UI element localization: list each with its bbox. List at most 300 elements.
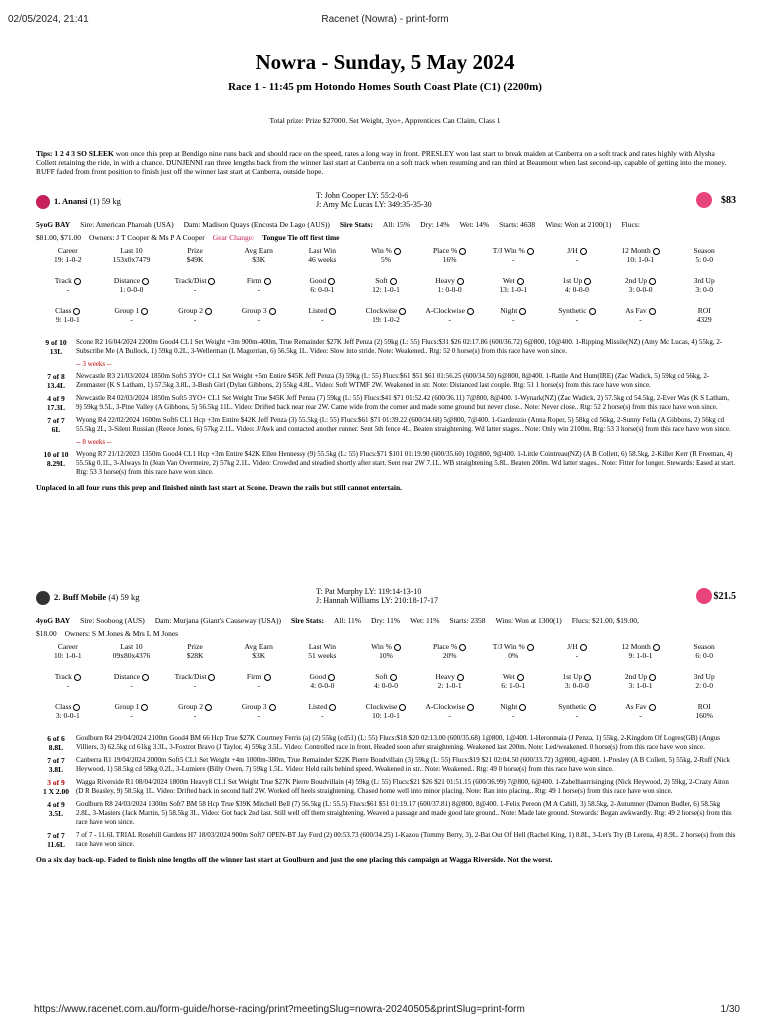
stat-label: 12 Month (609, 642, 673, 651)
margin: 13L (49, 347, 63, 356)
stat-label: 3rd Up (693, 276, 715, 285)
stat-value: - (321, 315, 324, 324)
info-icon[interactable] (519, 308, 526, 315)
stat-cell (354, 306, 418, 334)
stat-cell (545, 672, 609, 700)
meta-item: Owners: J T Cooper & Ms P A Cooper (89, 233, 205, 242)
stat-label: Prize (187, 642, 203, 651)
stat-value: 0% (508, 651, 519, 660)
stat-label: Firm (227, 276, 291, 285)
placing: 9 of 10 (45, 338, 67, 347)
stat-label: Group 2 (163, 306, 227, 315)
info-icon[interactable] (208, 278, 215, 285)
stat-value: 5: 0-0 (695, 255, 714, 264)
stat-label: Season (693, 246, 715, 255)
margin: 3.8L (48, 765, 64, 774)
info-icon[interactable] (653, 644, 660, 651)
stat-cell (36, 672, 100, 700)
stat-cell (163, 276, 227, 304)
stat-cell (100, 306, 164, 334)
stat-value: 13: 1-0-1 (499, 285, 528, 294)
info-icon[interactable] (649, 278, 656, 285)
stat-value: 20% (442, 651, 457, 660)
stat-value: - (66, 285, 70, 294)
stat-cell (291, 246, 355, 274)
margin: 3.5L (48, 809, 64, 818)
horse-header (36, 588, 736, 614)
run-details: Canberra R1 19/04/2024 2000m Soft5 CL1 Set Weight +4m 1000m-380m, True Remainder $22K Pierre Boudvillain (3) 59kg (L: 55) Flucs:$19 $21 02:04.50 (600/33.72) 3@800, 4@400. 1-Presley (A B Collett, 5) 55kg, 2-Ruff (Nick Heywood, 1) 58.5kg cd 58kg 0.2L, 3-Lumiere (Billy Owen, 7) 59kg 1.5L. Video: Held rails behind speed. Weakened in str.. Note: Weakened.. Rtg: 49 0 horse(s) from this race have won since. (76, 756, 730, 773)
info-icon[interactable] (467, 308, 474, 315)
info-icon[interactable] (467, 704, 474, 711)
meta-item: Sire: Sooboog (AUS) (80, 616, 145, 625)
info-icon[interactable] (589, 308, 596, 315)
info-icon[interactable] (584, 278, 591, 285)
stat-value: 09x80x4376 (112, 651, 151, 660)
stat-value: 4: 0-0-0 (310, 681, 335, 690)
stat-cell (163, 702, 227, 730)
stat-cell (291, 642, 355, 670)
stat-label: Night (481, 702, 545, 711)
meta-item: Wet: 11% (410, 616, 440, 625)
stat-label: 2nd Up (609, 276, 673, 285)
meta-item: Gear Change: (212, 233, 255, 242)
stat-label: Firm (227, 672, 291, 681)
info-icon[interactable] (459, 644, 466, 651)
info-icon[interactable] (390, 278, 397, 285)
info-icon[interactable] (649, 308, 656, 315)
info-icon[interactable] (394, 248, 401, 255)
stat-cell (481, 702, 545, 730)
jockey[interactable]: J: Amy Mc Lucas LY: 349:35-35-30 (316, 200, 432, 209)
stat-label: Soft (354, 672, 418, 681)
stat-label: Heavy (418, 276, 482, 285)
info-icon[interactable] (527, 644, 534, 651)
stat-cell (418, 306, 482, 334)
stat-cell (100, 276, 164, 304)
stat-cell (354, 702, 418, 730)
stat-value: 3: 0-0-0 (564, 681, 589, 690)
stat-cell (418, 642, 482, 670)
stat-cell (354, 246, 418, 274)
silks-icon (36, 591, 50, 605)
stat-cell (545, 642, 609, 670)
run-details: Goulburn R8 24/03/2024 1300m Soft7 BM 58 Hcp True $39K Mitchell Bell (7) 56.5kg (L: 55.5) Flucs:$61 $51 01:19.17 (600/37.81) 8@800, 8@400. 1-Felix Pereon (M A Cahill, 3) 58.5kg, 2-Autumner (Damon Budler, 6) 58.5kg 2.8L, 3-Masters (Jack Martin, 5) 58.5kg 3L. Video: Got back 2nd last. Still well off them straightening. Weaved a passage and made good late ground.. Note: Made late ground. Stewards: Began awkwardly. Rtg: 49 2 horse(s) from this race have won since. (76, 800, 732, 826)
form-run (36, 338, 736, 356)
info-icon[interactable] (653, 248, 660, 255)
stat-value: - (257, 285, 260, 294)
stat-value: - (639, 711, 642, 720)
meta-item: All: 11% (334, 616, 362, 625)
info-icon[interactable] (142, 278, 149, 285)
stat-cell (163, 672, 227, 700)
stat-value: 46 weeks (308, 255, 337, 264)
stat-cell (36, 246, 100, 274)
stat-label: Group 3 (227, 702, 291, 711)
finish-position (36, 800, 76, 827)
trainer[interactable]: T: Pat Murphy LY: 119:14-13-10 (316, 587, 422, 596)
stat-value: 6: 0-0 (695, 651, 714, 660)
page-number: 1/30 (720, 1004, 740, 1015)
stat-value: - (512, 711, 515, 720)
info-icon[interactable] (73, 308, 80, 315)
stat-cell (291, 702, 355, 730)
info-icon[interactable] (649, 674, 656, 681)
stat-value: 3: 1-0-1 (628, 681, 653, 690)
margin: 8.29L (46, 459, 66, 468)
stat-label: Night (481, 306, 545, 315)
stat-label: Group 1 (100, 306, 164, 315)
stat-label: ROI (697, 702, 711, 711)
stat-value: 1: 0-0-0 (437, 285, 462, 294)
placing: 7 of 7 (47, 831, 65, 840)
barrier: (4) (106, 592, 121, 602)
stat-value: 4329 (696, 315, 712, 324)
stat-label: 3rd Up (693, 672, 715, 681)
jockey[interactable]: J: Hannah Williams LY: 210:18-17-17 (316, 596, 438, 605)
info-icon[interactable] (519, 704, 526, 711)
meta-item: Sire: American Pharoah (USA) (80, 220, 174, 229)
horse-name[interactable]: 1. Anansi (54, 196, 88, 206)
meta-item: Starts: 4638 (499, 220, 536, 229)
info-icon[interactable] (517, 278, 524, 285)
owners-line (36, 627, 736, 640)
margin: 6L (51, 425, 61, 434)
stat-label: Distance (100, 276, 164, 285)
stat-label: J/H (545, 642, 609, 651)
form-run (36, 416, 736, 434)
stat-value: - (512, 315, 515, 324)
spell-break: -- 3 weeks -- (76, 360, 112, 368)
meta-item: Owners: S M Jones & Mrs L M Jones (64, 629, 179, 638)
stat-cell (227, 306, 291, 334)
stat-value: - (448, 711, 451, 720)
stat-value: 10: 1-0-1 (372, 711, 400, 720)
stat-cell (481, 642, 545, 670)
stat-cell (100, 246, 164, 274)
meta-item: Dry: 11% (371, 616, 401, 625)
meta-item: $81.00, $71.00 (36, 233, 81, 242)
stat-label: Last 10 (120, 642, 143, 651)
stat-value: - (130, 315, 133, 324)
stat-cell (418, 672, 482, 700)
stat-value: 4: 0-0-0 (374, 681, 398, 690)
stat-cell (672, 642, 736, 670)
form-run (36, 394, 736, 412)
stat-cell (227, 276, 291, 304)
meta-item: Flucs: $21.00, $19.00, (571, 616, 639, 625)
stat-cell (418, 276, 482, 304)
info-icon[interactable] (329, 704, 336, 711)
stat-cell (291, 276, 355, 304)
meta-item: Tongue Tie off first time (262, 233, 340, 242)
info-icon[interactable] (264, 278, 271, 285)
odds[interactable]: $83 (721, 195, 736, 206)
meta-item: 4yoG BAY (36, 616, 71, 625)
stat-cell (100, 702, 164, 730)
stat-cell (609, 306, 673, 334)
stat-label: Good (291, 672, 355, 681)
stat-value: 6: 0-0-1 (310, 285, 335, 294)
stat-label: A-Clockwise (418, 702, 482, 711)
form-run (36, 778, 736, 796)
odds[interactable]: $21.5 (713, 591, 736, 602)
stat-cell (481, 246, 545, 274)
stat-cell (354, 276, 418, 304)
finish-position (36, 778, 76, 796)
margin: 8.8L (48, 743, 64, 752)
stat-value: 5% (380, 255, 391, 264)
stat-label: A-Clockwise (418, 306, 482, 315)
meta-item: $18.00 (36, 629, 57, 638)
stat-label: Distance (100, 672, 164, 681)
horse-meta-line (36, 218, 736, 231)
stat-value: - (257, 315, 260, 324)
trainer[interactable]: T: John Cooper LY: 55:2-0-6 (316, 191, 409, 200)
placing: 4 of 9 (47, 800, 65, 809)
placing: 7 of 8 (47, 372, 65, 381)
tips-paragraph (36, 149, 736, 176)
stat-cell (36, 702, 100, 730)
horse-block (36, 588, 736, 864)
info-icon[interactable] (457, 674, 464, 681)
stat-label: Season (693, 642, 715, 651)
stat-label: 1st Up (545, 672, 609, 681)
stat-label: As Fav (609, 306, 673, 315)
info-icon[interactable] (517, 674, 524, 681)
stat-label: Class (36, 306, 100, 315)
horse-name-line (54, 592, 139, 602)
stat-label: As Fav (609, 702, 673, 711)
horse-summary: Unplaced in all four runs this prep and finished ninth last start at Scone. Drawn the rails but still cannot entertain. (36, 483, 403, 492)
stat-label: 2nd Up (609, 672, 673, 681)
stat-cell (227, 672, 291, 700)
info-icon[interactable] (580, 248, 587, 255)
meeting-title: Nowra - Sunday, 5 May 2024 (255, 50, 515, 74)
stat-cell (545, 246, 609, 274)
meta-item: All: 15% (382, 220, 411, 229)
stat-value: - (575, 315, 579, 324)
run-details: Newcastle R4 02/03/2024 1850m Soft5 3YO+ CL1 Set Weight True $45K Jeff Penza (7) 59kg (L: 55) Flucs:$41 $71 01:52.42 (600/36.11) 7@800, 8@400. 1-Wynark(NZ) (Zac Wadick, 2) 57.5kg cd 54.5kg, 2-Ever Was (K S Latham, 9) 59kg 9.5L, 3-Pine Valley (A Gibbons, 5) 56.5kg 11L. Video: Drifted back near rear 2W. Came wide from the corner and made some ground but never close.. Note: Never close.. Rtg: 52 2 horse(s) from this race have won since. (76, 394, 729, 411)
form-run (36, 756, 736, 774)
race-title: Race 1 - 11:45 pm Hotondo Homes South Coast Plate (C1) (2200m) (228, 81, 542, 93)
info-icon[interactable] (73, 704, 80, 711)
stat-value: - (193, 285, 197, 294)
info-icon[interactable] (328, 674, 335, 681)
stat-value: $28K (186, 651, 204, 660)
info-icon[interactable] (142, 674, 149, 681)
info-icon[interactable] (205, 308, 212, 315)
stat-label: Win % (354, 246, 418, 255)
stat-value: 4: 0-0-0 (564, 285, 589, 294)
info-icon[interactable] (205, 704, 212, 711)
stat-cell (291, 306, 355, 334)
info-icon[interactable] (394, 644, 401, 651)
info-icon[interactable] (527, 248, 534, 255)
meta-item: Wet: 14% (459, 220, 490, 229)
info-icon[interactable] (329, 308, 336, 315)
weight: 59 kg (101, 196, 121, 206)
stat-value: - (193, 711, 197, 720)
info-icon[interactable] (649, 704, 656, 711)
stat-label: Avg Earn (244, 246, 273, 255)
stat-cell (672, 702, 736, 730)
stat-value: - (257, 711, 260, 720)
stat-value: - (321, 711, 324, 720)
form-run (36, 734, 736, 752)
info-icon[interactable] (584, 674, 591, 681)
stat-cell (354, 672, 418, 700)
placing: 3 of 9 (47, 778, 65, 787)
owners-line (36, 231, 736, 244)
stat-value: 3: 0-0 (695, 285, 714, 294)
stat-label: Last 10 (120, 246, 143, 255)
form-run (36, 372, 736, 390)
stat-value: - (575, 711, 579, 720)
bet-icon[interactable] (696, 192, 712, 208)
stat-cell (163, 642, 227, 670)
race-conditions: Total prize: Prize $27000. Set Weight, 3yo+, Apprentices Can Claim, Class 1 (269, 116, 501, 125)
stat-value: - (575, 651, 579, 660)
stat-cell (672, 276, 736, 304)
stat-label: ROI (697, 306, 711, 315)
print-url[interactable]: https://www.racenet.com.au/form-guide/horse-racing/print?meetingSlug=nowra-20240505&printSlug=print-form (34, 1004, 525, 1015)
info-icon[interactable] (580, 644, 587, 651)
stat-value: 10: 1-0-1 (626, 255, 655, 264)
horse-name[interactable]: 2. Buff Mobile (54, 592, 107, 602)
stat-cell (36, 276, 100, 304)
stat-cell (418, 702, 482, 730)
stat-value: 2: 0-0 (695, 681, 714, 690)
weight: 59 kg (120, 592, 140, 602)
stat-value: 9: 1-0-1 (628, 651, 653, 660)
stat-value: - (257, 681, 260, 690)
stat-value: $3K (252, 651, 266, 660)
print-timestamp: 02/05/2024, 21:41 (8, 14, 89, 25)
stat-cell (672, 672, 736, 700)
placing: 6 of 6 (47, 734, 65, 743)
stat-value: 160% (695, 711, 713, 720)
stat-cell (291, 672, 355, 700)
stat-value: $3K (252, 255, 266, 264)
info-icon[interactable] (390, 674, 397, 681)
stat-label: Career (57, 246, 78, 255)
margin: 11.6L (47, 840, 65, 849)
run-details: Scone R2 16/04/2024 2200m Good4 CL1 Set Weight +3m 900m-400m, True Remainder $27K Jeff Penza (2) 59kg (L: 55) Flucs:$31 $26 02:17.86 (600/36.72) 6@800, 10@400. 1-Ripping Missile(NZ) (Amy Mc Lucas, 4) 55kg, 2-Subscribe Me (A Bullock, 1) 59kg 0.2L, 3-Wellerman (L Magorrian, 6) 56.5kg 1L. Video: Slow into stride. Note: Weakened.. Rtg: 52 0 horse(s) from this race have won since. (76, 338, 723, 355)
finish-position (36, 831, 76, 849)
stat-label: 1st Up (545, 276, 609, 285)
trainer-jockey (316, 587, 438, 605)
stat-value: 10% (379, 651, 393, 660)
stat-label: Good (291, 276, 355, 285)
finish-position (36, 394, 76, 412)
form-run (36, 831, 736, 849)
placing: 4 of 9 (47, 394, 65, 403)
meta-item: Starts: 2358 (449, 616, 486, 625)
info-icon[interactable] (208, 674, 215, 681)
placing: 7 of 7 (47, 416, 65, 425)
info-icon[interactable] (264, 674, 271, 681)
info-icon[interactable] (141, 308, 148, 315)
tips-text: won once this prep at Bendigo nine runs back and should race on the speed, rates a long way in front. PRESLEY won last start to break maiden at Canberra on a soft track and rates highly with Alysha Collett retaining the ride, in with a chance. DUNJENNI ran three lengths back from the winner last start at Canberra on a soft track when resuming and ran third at Beaumont when last second-up, capable of getting into the money. RUFF faded from front position to finish just off the winner last start at Canberra, outside hope. (36, 149, 727, 176)
stat-value: $49K (186, 255, 204, 264)
info-icon[interactable] (457, 278, 464, 285)
stat-cell (36, 642, 100, 670)
stat-cell (609, 276, 673, 304)
stat-value: - (639, 315, 642, 324)
stat-value: - (130, 681, 133, 690)
stat-value: - (193, 681, 197, 690)
stat-label: Track (36, 276, 100, 285)
stat-value: 51 weeks (308, 651, 337, 660)
finish-position (36, 734, 76, 752)
stats-grid (36, 642, 736, 730)
stat-value: 16% (442, 255, 457, 264)
stat-cell (609, 246, 673, 274)
run-details: 7 of 7 - 11.6L TRIAL Rosehill Gardens H7 18/03/2024 900m Soft7 OPEN-BT Jay Ford (2) 00:53.73 (600/34.25) 1-Kazou (Tommy Berry, 3), 2-Bat Out Of Hell (Rachel King, 1) 8.8L, 3-Let's Try (B Lerena, 4) 8.9L. 2 horse(s) from this race have won since. (76, 831, 736, 848)
tips-label: Tips: 1 2 4 3 SO SLEEK (36, 149, 114, 158)
form-run (36, 450, 736, 477)
stat-value: - (193, 315, 197, 324)
stat-value: 19: 1-0-2 (372, 315, 400, 324)
stat-value: 19: 1-0-2 (53, 255, 82, 264)
info-icon[interactable] (399, 308, 406, 315)
stat-value: 3: 0-0-1 (55, 711, 80, 720)
info-icon[interactable] (459, 248, 466, 255)
meta-item: Dam: Murjana (Giant's Causeway (USA)) (154, 616, 282, 625)
meta-item: 5yoG BAY (36, 220, 71, 229)
stat-cell (163, 246, 227, 274)
stat-label: Wet (481, 672, 545, 681)
stat-cell (36, 306, 100, 334)
margin: 13.4L (46, 381, 66, 390)
info-icon[interactable] (74, 674, 81, 681)
stat-label: Place % (418, 642, 482, 651)
stat-cell (100, 642, 164, 670)
stat-value: 3: 0-0-0 (628, 285, 653, 294)
stat-label: Career (57, 642, 78, 651)
finish-position (36, 756, 76, 774)
stat-cell (481, 306, 545, 334)
stat-cell (545, 702, 609, 730)
info-icon[interactable] (74, 278, 81, 285)
stat-cell (672, 246, 736, 274)
stat-cell (481, 276, 545, 304)
stat-label: Prize (187, 246, 203, 255)
stat-cell (227, 246, 291, 274)
info-icon[interactable] (269, 704, 276, 711)
info-icon[interactable] (589, 704, 596, 711)
stat-label: 12 Month (609, 246, 673, 255)
stat-cell (100, 672, 164, 700)
bet-icon[interactable] (696, 588, 712, 604)
placing: 10 of 10 (43, 450, 69, 459)
stat-cell (609, 672, 673, 700)
stat-cell (481, 672, 545, 700)
info-icon[interactable] (399, 704, 406, 711)
info-icon[interactable] (328, 278, 335, 285)
stat-cell (545, 306, 609, 334)
info-icon[interactable] (141, 704, 148, 711)
stat-value: - (575, 255, 579, 264)
spell-break: -- 8 weeks -- (76, 438, 112, 446)
meta-item: Dry: 14% (420, 220, 450, 229)
stat-cell (609, 642, 673, 670)
stat-label: Wet (481, 276, 545, 285)
horse-summary: On a six day back-up. Faded to finish nine lengths off the winner last start at Goulburn and just the one placing this campaign at Wagga Riverside. Not the worst. (36, 855, 553, 864)
stat-label: Track/Dist (163, 672, 227, 681)
stat-label: Clockwise (354, 306, 418, 315)
info-icon[interactable] (269, 308, 276, 315)
